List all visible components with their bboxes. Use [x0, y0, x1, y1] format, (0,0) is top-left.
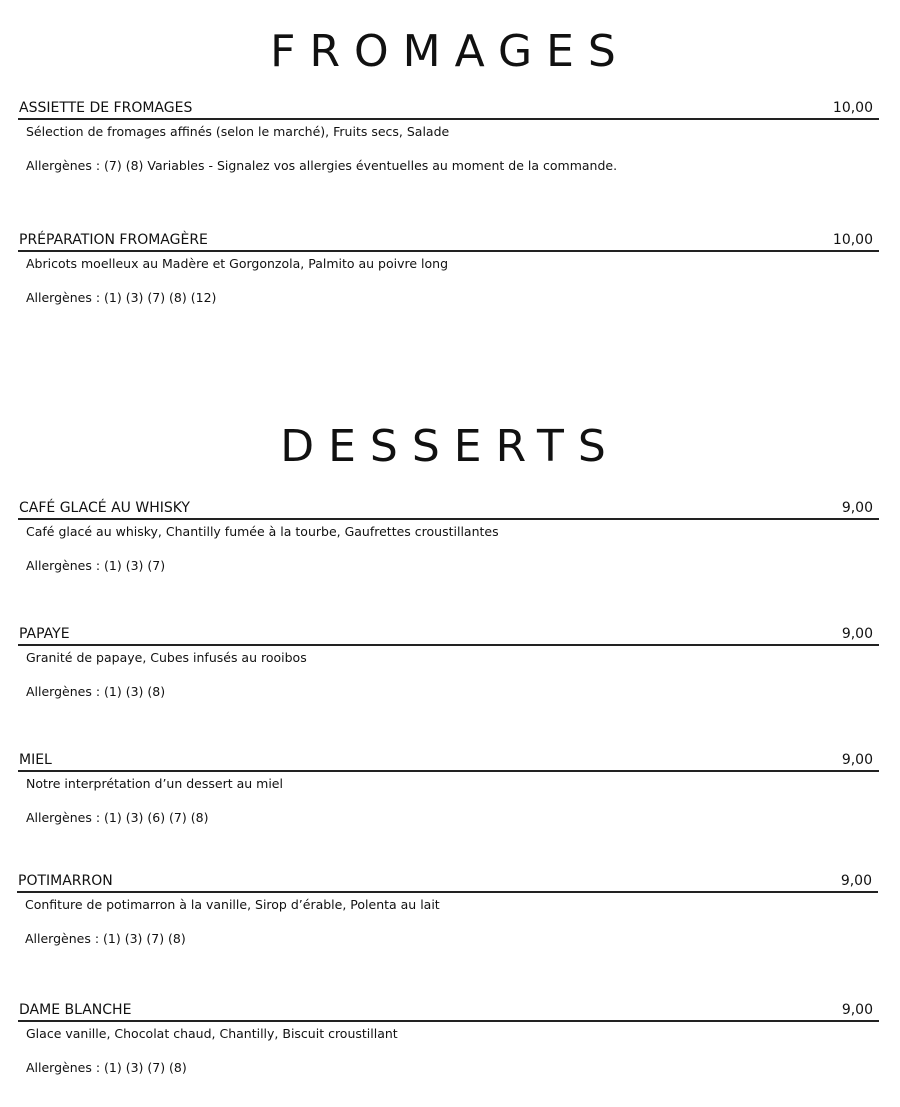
menu-item-allergens: Allergènes : (1) (3) (7) (8)	[26, 1060, 187, 1075]
menu-item-name: MIEL	[19, 752, 52, 768]
menu-item-description: Notre interprétation d’un dessert au miel	[26, 776, 283, 791]
menu-item-description: Confiture de potimarron à la vanille, Sirop d’érable, Polenta au lait	[25, 897, 440, 912]
menu-item-cafe-glace-au-whisky	[18, 499, 879, 574]
menu-item-header	[18, 625, 879, 646]
menu-item-description: Granité de papaye, Cubes infusés au rooibos	[26, 650, 307, 665]
menu-item-name: PRÉPARATION FROMAGÈRE	[19, 232, 208, 248]
menu-item-price: 9,00	[841, 1002, 873, 1018]
section-title-desserts: DESSERTS	[280, 421, 620, 472]
menu-item-header	[18, 1001, 879, 1022]
menu-item-price: 10,00	[832, 232, 873, 248]
menu-item-header	[18, 751, 879, 772]
menu-item-allergens: Allergènes : (1) (3) (6) (7) (8)	[26, 810, 209, 825]
menu-item-header	[17, 872, 878, 893]
menu-item-description: Sélection de fromages affinés (selon le marché), Fruits secs, Salade	[26, 124, 450, 139]
menu-item-name: DAME BLANCHE	[19, 1002, 132, 1018]
menu-item-allergens: Allergènes : (1) (3) (7) (8) (12)	[26, 290, 217, 305]
menu-item-price: 9,00	[841, 626, 873, 642]
menu-item-description: Café glacé au whisky, Chantilly fumée à la tourbe, Gaufrettes croustillantes	[26, 524, 499, 539]
section-title-fromages: FROMAGES	[270, 26, 630, 77]
menu-item-name: PAPAYE	[19, 626, 70, 642]
menu-item-header	[18, 99, 879, 120]
menu-item-price: 10,00	[832, 100, 873, 116]
menu-item-allergens: Allergènes : (1) (3) (7) (8)	[25, 931, 186, 946]
menu-item-name: POTIMARRON	[18, 873, 113, 889]
menu-item-header	[18, 499, 879, 520]
menu-item-name: CAFÉ GLACÉ AU WHISKY	[19, 500, 190, 516]
menu-item-potimarron	[17, 872, 878, 947]
menu-item-description: Glace vanille, Chocolat chaud, Chantilly, Biscuit croustillant	[26, 1026, 398, 1041]
menu-item-price: 9,00	[841, 752, 873, 768]
menu-item-price: 9,00	[841, 500, 873, 516]
menu-item-papaye	[18, 625, 879, 700]
menu-item-miel	[18, 751, 879, 826]
menu-item-price: 9,00	[840, 873, 872, 889]
menu-item-header	[18, 231, 879, 252]
menu-item-allergens: Allergènes : (1) (3) (8)	[26, 684, 166, 699]
menu-item-description: Abricots moelleux au Madère et Gorgonzola, Palmito au poivre long	[26, 256, 449, 271]
menu-item-allergens: Allergènes : (1) (3) (7)	[26, 558, 166, 573]
menu-item-allergens: Allergènes : (7) (8) Variables - Signalez vos allergies éventuelles au moment de la commande.	[26, 158, 618, 173]
menu-item-preparation-fromagere	[18, 231, 879, 306]
menu-item-assiette-de-fromages	[18, 99, 879, 174]
menu-item-name: ASSIETTE DE FROMAGES	[19, 100, 193, 116]
menu-item-dame-blanche	[18, 1001, 879, 1076]
